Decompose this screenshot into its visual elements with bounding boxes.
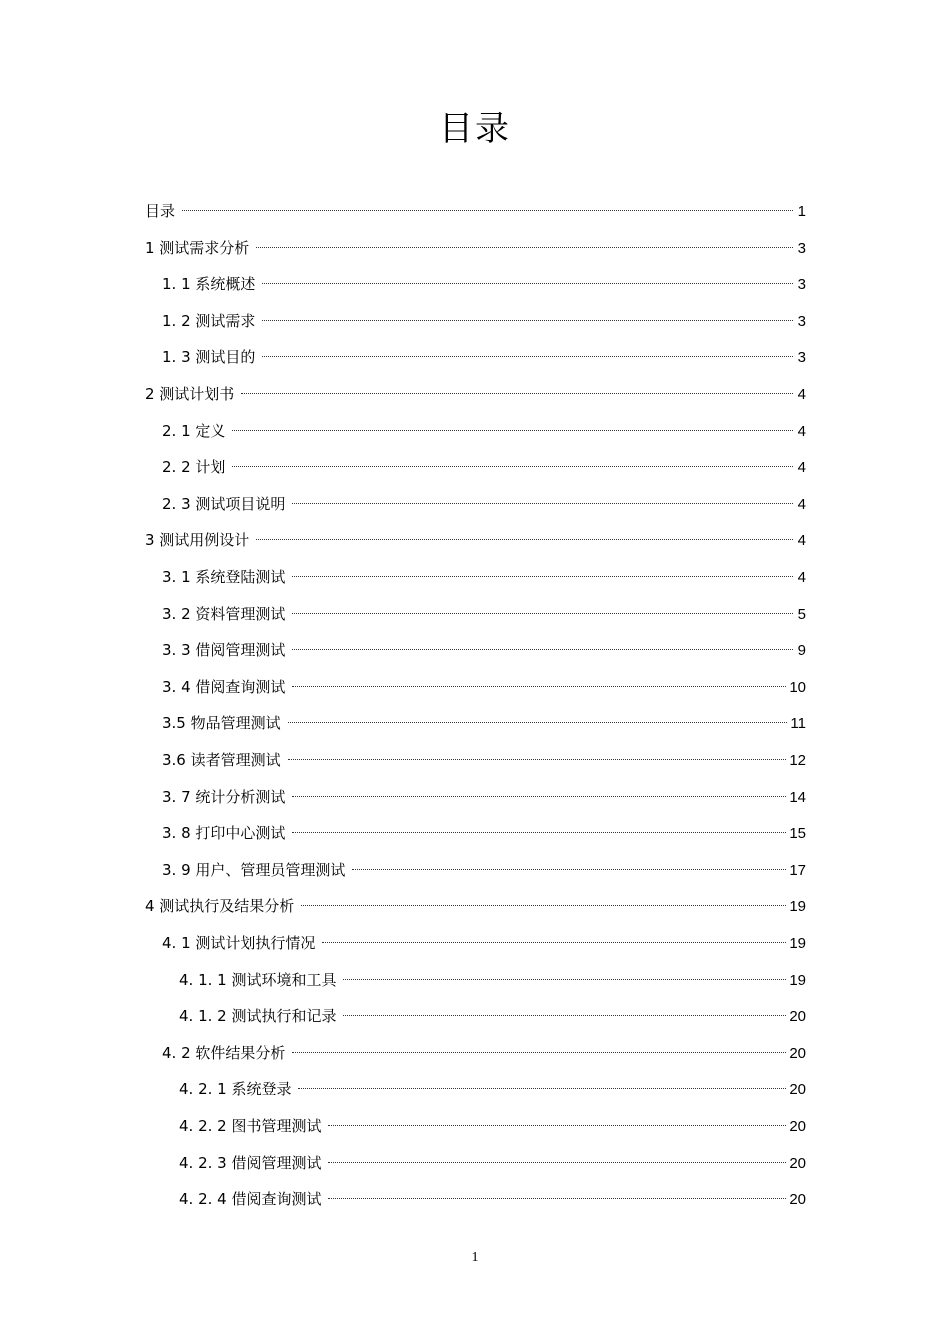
- toc-entry[interactable]: [179, 1003, 806, 1029]
- toc-entry-label: 2 测试计划书: [145, 385, 235, 403]
- toc-entry-label: 4. 1. 2 测试执行和记录: [179, 1007, 337, 1025]
- toc-entry-page: 4: [797, 386, 806, 403]
- toc-entry-page: 4: [797, 496, 806, 513]
- toc-entry[interactable]: [162, 564, 806, 590]
- toc-entry-label: 1. 3 测试目的: [162, 348, 256, 366]
- toc-entry-page: 10: [789, 679, 806, 696]
- toc-entry-label: 3. 4 借阅查询测试: [162, 678, 286, 696]
- toc-entry-page: 4: [797, 459, 806, 476]
- toc-entry[interactable]: [162, 601, 806, 627]
- toc-entry-label: 2. 2 计划: [162, 458, 226, 476]
- toc-dot-leader: [256, 247, 793, 248]
- toc-entry[interactable]: [162, 637, 806, 663]
- toc-entry-label: 4. 2. 2 图书管理测试: [179, 1117, 322, 1135]
- toc-entry-label: 1 测试需求分析: [145, 239, 250, 257]
- toc-entry-page: 3: [797, 240, 806, 257]
- toc-entry[interactable]: [179, 1150, 806, 1176]
- toc-entry-label: 2. 1 定义: [162, 422, 226, 440]
- toc-entry-label: 3. 3 借阅管理测试: [162, 641, 286, 659]
- toc-entry-label: 4 测试执行及结果分析: [145, 897, 295, 915]
- toc-dot-leader: [182, 210, 793, 211]
- toc-dot-leader: [232, 430, 793, 431]
- toc-entry-page: 20: [789, 1118, 806, 1135]
- toc-entry[interactable]: [145, 893, 806, 919]
- toc-entry-label: 3. 9 用户、管理员管理测试: [162, 861, 346, 879]
- toc-entry[interactable]: [145, 235, 806, 261]
- toc-dot-leader: [328, 1162, 786, 1163]
- toc-entry-label: 4. 2. 3 借阅管理测试: [179, 1154, 322, 1172]
- toc-dot-leader: [292, 832, 786, 833]
- toc-entry-label: 3. 1 系统登陆测试: [162, 568, 286, 586]
- toc-dot-leader: [292, 1052, 786, 1053]
- toc-entry[interactable]: [162, 857, 806, 883]
- toc-entry[interactable]: [162, 491, 806, 517]
- toc-entry-label: 3. 2 资料管理测试: [162, 605, 286, 623]
- toc-entry-label: 2. 3 测试项目说明: [162, 495, 286, 513]
- toc-entry-page: 4: [797, 569, 806, 586]
- toc-entry[interactable]: [162, 930, 806, 956]
- toc-entry[interactable]: [162, 418, 806, 444]
- toc-dot-leader: [292, 613, 793, 614]
- toc-entry[interactable]: [162, 1040, 806, 1066]
- toc-entry[interactable]: [162, 784, 806, 810]
- toc-dot-leader: [262, 283, 793, 284]
- toc-entry-label: 4. 2 软件结果分析: [162, 1044, 286, 1062]
- toc-dot-leader: [292, 686, 786, 687]
- toc-entry[interactable]: [179, 1076, 806, 1102]
- toc-entry-label: 4. 2. 1 系统登录: [179, 1080, 292, 1098]
- page-number: 1: [471, 1250, 479, 1265]
- toc-entry-page: 20: [789, 1045, 806, 1062]
- toc-entry-label: 4. 1 测试计划执行情况: [162, 934, 316, 952]
- toc-entry[interactable]: [179, 1186, 806, 1212]
- toc-entry-label: 3.6 读者管理测试: [162, 751, 281, 769]
- toc-entry-page: 4: [797, 423, 806, 440]
- toc-entry-label: 3 测试用例设计: [145, 531, 250, 549]
- toc-entry-page: 11: [790, 715, 806, 732]
- toc-dot-leader: [328, 1198, 786, 1199]
- toc-entry-label: 3. 8 打印中心测试: [162, 824, 286, 842]
- toc-dot-leader: [288, 722, 788, 723]
- toc-entry[interactable]: [162, 674, 806, 700]
- toc-entry-label: 1. 2 测试需求: [162, 312, 256, 330]
- toc-entry[interactable]: [145, 527, 806, 553]
- toc-entry-page: 14: [789, 789, 806, 806]
- toc-entry-page: 3: [797, 313, 806, 330]
- toc-dot-leader: [288, 759, 787, 760]
- toc-entry[interactable]: [162, 747, 806, 773]
- page-title: 目录: [439, 109, 511, 149]
- toc-entry-page: 20: [789, 1081, 806, 1098]
- toc-entry-page: 17: [789, 862, 806, 879]
- toc-entry[interactable]: [162, 344, 806, 370]
- toc-dot-leader: [292, 503, 793, 504]
- toc-dot-leader: [256, 539, 793, 540]
- toc-entry-label: 目录: [145, 202, 176, 220]
- toc-dot-leader: [262, 320, 793, 321]
- toc-dot-leader: [328, 1125, 786, 1126]
- toc-dot-leader: [292, 796, 786, 797]
- toc-entry-label: 4. 1. 1 测试环境和工具: [179, 971, 337, 989]
- toc-entry[interactable]: [162, 271, 806, 297]
- toc-entry[interactable]: [145, 381, 806, 407]
- toc-dot-leader: [322, 942, 786, 943]
- toc-entry-page: 3: [797, 349, 806, 366]
- toc-dot-leader: [241, 393, 793, 394]
- toc-entry-label: 1. 1 系统概述: [162, 275, 256, 293]
- toc-entry[interactable]: [145, 198, 806, 224]
- toc-entry[interactable]: [162, 710, 806, 736]
- toc-entry-page: 9: [797, 642, 806, 659]
- toc-entry-page: 20: [789, 1191, 806, 1208]
- toc-entry-label: 3.5 物品管理测试: [162, 714, 281, 732]
- toc-entry-label: 3. 7 统计分析测试: [162, 788, 286, 806]
- toc-entry-page: 19: [789, 972, 806, 989]
- toc-entry-page: 19: [789, 935, 806, 952]
- toc-dot-leader: [343, 1015, 786, 1016]
- toc-entry[interactable]: [179, 967, 806, 993]
- toc-dot-leader: [292, 576, 793, 577]
- toc-dot-leader: [301, 905, 786, 906]
- toc-dot-leader: [352, 869, 786, 870]
- toc-entry-page: 5: [797, 606, 806, 623]
- toc-dot-leader: [298, 1088, 786, 1089]
- toc-dot-leader: [232, 466, 793, 467]
- toc-entry-page: 20: [789, 1155, 806, 1172]
- toc-dot-leader: [262, 356, 793, 357]
- toc-entry[interactable]: [179, 1113, 806, 1139]
- toc-entry-page: 19: [789, 898, 806, 915]
- toc-entry-page: 4: [797, 532, 806, 549]
- toc-dot-leader: [292, 649, 793, 650]
- toc-entry-page: 15: [789, 825, 806, 842]
- toc-entry[interactable]: [162, 308, 806, 334]
- toc-entry-page: 20: [789, 1008, 806, 1025]
- toc-dot-leader: [343, 979, 786, 980]
- toc-entry-page: 12: [789, 752, 806, 769]
- toc-entry[interactable]: [162, 820, 806, 846]
- toc-entry-page: 1: [797, 203, 806, 220]
- toc-entry-label: 4. 2. 4 借阅查询测试: [179, 1190, 322, 1208]
- toc-entry[interactable]: [162, 454, 806, 480]
- toc-entry-page: 3: [797, 276, 806, 293]
